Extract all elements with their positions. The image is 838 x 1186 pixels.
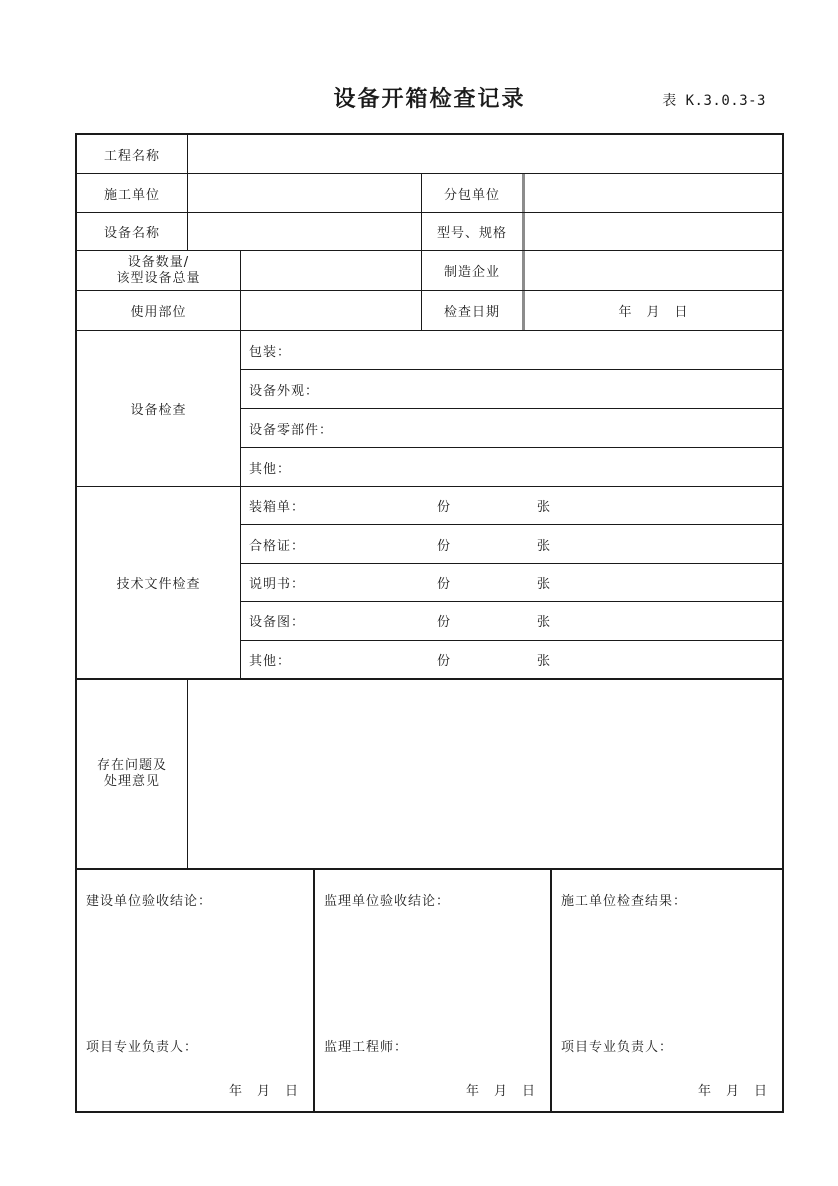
issues-label-line2: 处理意见 (103, 774, 160, 789)
section-tech-docs (77, 487, 782, 680)
row-project-name (77, 135, 782, 174)
tech-docs-item-label: 其他： (249, 653, 292, 669)
tech-docs-item-drawings (241, 602, 782, 640)
row-equipment-name (77, 213, 782, 251)
project-name-label: 工程名称 (77, 135, 188, 173)
tech-docs-item-label: 装箱单： (249, 500, 306, 516)
supervisor-signer-label: 监理工程师： (324, 1040, 409, 1055)
row-equipment-qty (77, 251, 782, 291)
contractor-date-label: 年 月 日 (697, 1084, 768, 1099)
owner-signer-label: 项目专业负责人： (86, 1040, 199, 1055)
unit-sheets: 张 (537, 500, 552, 516)
supervisor-date-label: 年 月 日 (465, 1084, 536, 1099)
row-construction-unit (77, 174, 782, 213)
tech-docs-item-manual (241, 564, 782, 602)
supervisor-conclusion-label: 监理单位验收结论： (324, 894, 451, 909)
check-date-label: 检查日期 (422, 291, 525, 330)
issues-label-line1: 存在问题及 (96, 758, 167, 773)
subcontractor-value-cell (525, 174, 782, 212)
equipment-check-label: 设备检查 (77, 331, 241, 486)
section-issues (77, 680, 782, 870)
unit-copies: 份 (437, 653, 452, 669)
equipment-qty-value-cell (241, 251, 422, 290)
usage-part-label: 使用部位 (77, 291, 241, 330)
construction-unit-label: 施工单位 (77, 174, 188, 212)
section-equipment-check (77, 331, 782, 487)
equipment-qty-label-line1: 设备数量/ (127, 254, 190, 270)
signoff-contractor-column (552, 870, 782, 1111)
unit-sheets: 张 (537, 538, 552, 554)
signoff-supervisor-column (315, 870, 552, 1111)
equipment-check-item-parts: 设备零部件： (241, 409, 782, 448)
equipment-check-item-packaging: 包装： (241, 331, 782, 370)
unit-sheets: 张 (537, 615, 552, 631)
project-name-value-cell (188, 135, 782, 173)
tech-docs-item-packing-list (241, 487, 782, 525)
table-number: 表 K.3.0.3-3 (662, 93, 766, 109)
owner-date-label: 年 月 日 (228, 1084, 299, 1099)
equipment-check-items (241, 331, 782, 486)
inspection-record-table (75, 133, 784, 1113)
equipment-check-item-appearance: 设备外观： (241, 370, 782, 409)
equipment-name-value-cell (188, 213, 422, 250)
section-signoff (77, 870, 782, 1111)
tech-docs-item-certificate (241, 525, 782, 563)
unit-copies: 份 (437, 538, 452, 554)
usage-part-value-cell (241, 291, 422, 330)
tech-docs-item-label: 设备图： (249, 615, 306, 631)
contractor-conclusion-label: 施工单位检查结果： (561, 894, 688, 909)
owner-conclusion-label: 建设单位验收结论： (86, 894, 213, 909)
unit-copies: 份 (437, 615, 452, 631)
tech-docs-items (241, 487, 782, 678)
signoff-owner-column (77, 870, 315, 1111)
equipment-check-item-other: 其他： (249, 461, 292, 477)
page-title: 设备开箱检查记录 (333, 87, 526, 112)
tech-docs-item-label: 合格证： (249, 538, 306, 554)
subcontractor-label: 分包单位 (422, 174, 525, 212)
issues-label (77, 680, 188, 868)
check-date-value: 年 月 日 (618, 305, 689, 320)
model-spec-label: 型号、规格 (422, 213, 525, 250)
equipment-name-label: 设备名称 (77, 213, 188, 250)
unit-copies: 份 (437, 577, 452, 593)
unit-sheets: 张 (537, 653, 552, 669)
tech-docs-label: 技术文件检查 (77, 487, 241, 678)
manufacturer-value-cell (525, 251, 782, 290)
contractor-signer-label: 项目专业负责人： (561, 1040, 674, 1055)
tech-docs-item-label: 说明书： (249, 577, 306, 593)
equipment-qty-label-line2: 该型设备总量 (116, 270, 201, 286)
row-usage-part (77, 291, 782, 331)
manufacturer-label: 制造企业 (422, 251, 525, 290)
unit-copies: 份 (437, 500, 452, 516)
model-spec-value-cell (525, 213, 782, 250)
unit-sheets: 张 (537, 577, 552, 593)
issues-value-cell (188, 680, 782, 868)
construction-unit-value-cell (188, 174, 422, 212)
tech-docs-item-other (241, 641, 782, 678)
equipment-qty-label (77, 251, 241, 290)
